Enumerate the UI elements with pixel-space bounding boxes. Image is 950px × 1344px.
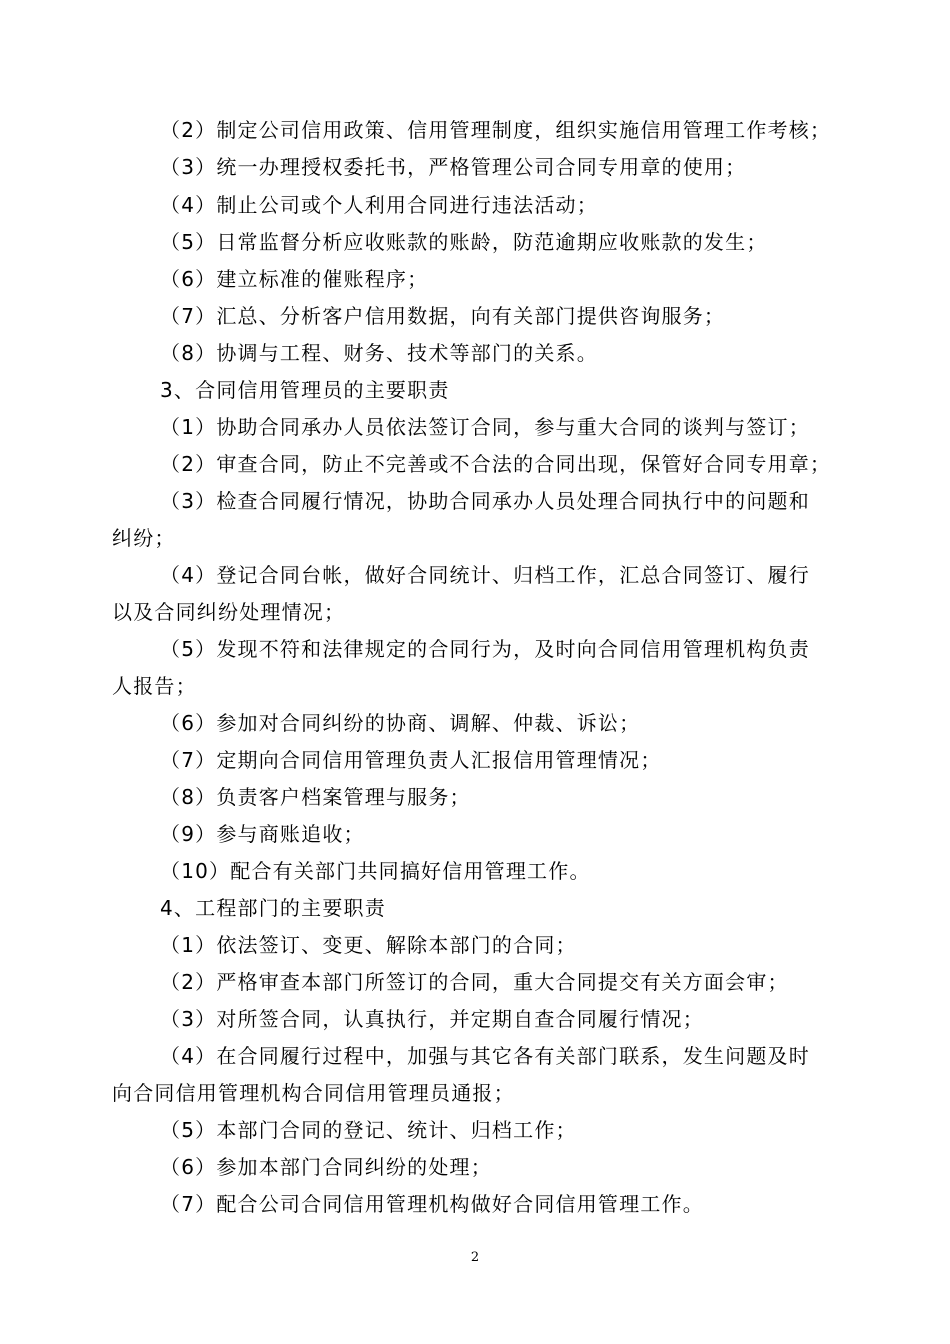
paragraph-line: （7）定期向合同信用管理负责人汇报信用管理情况； [160,748,662,772]
paragraph-line: 纠纷； [112,526,176,550]
page-number: 2 [470,1250,480,1265]
paragraph-line: （2）严格审查本部门所签订的合同，重大合同提交有关方面会审； [160,970,789,994]
paragraph-line: （5）发现不符和法律规定的合同行为，及时向合同信用管理机构负责 [160,637,810,661]
paragraph-line: 人报告； [112,674,197,698]
paragraph-line: 向合同信用管理机构合同信用管理员通报； [112,1081,515,1105]
paragraph-line: （7）汇总、分析客户信用数据，向有关部门提供咨询服务； [160,304,726,328]
paragraph-line: （8）协调与工程、财务、技术等部门的关系。 [160,341,598,365]
paragraph-line: （10）配合有关部门共同搞好信用管理工作。 [160,859,591,883]
section-heading: 4、工程部门的主要职责 [160,896,386,920]
section-heading: 3、合同信用管理员的主要职责 [160,378,450,402]
paragraph-line: 以及合同纠纷处理情况； [112,600,346,624]
paragraph-line: （5）本部门合同的登记、统计、归档工作； [160,1118,577,1142]
paragraph-line: （4）在合同履行过程中，加强与其它各有关部门联系，发生问题及时 [160,1044,810,1068]
paragraph-line: （4）登记合同台帐，做好合同统计、归档工作，汇总合同签订、履行 [160,563,810,587]
paragraph-line: （2）制定公司信用政策、信用管理制度，组织实施信用管理工作考核； [160,118,832,142]
paragraph-line: （3）统一办理授权委托书，严格管理公司合同专用章的使用； [160,155,747,179]
paragraph-line: （1）依法签订、变更、解除本部门的合同； [160,933,577,957]
paragraph-line: （3）对所签合同，认真执行，并定期自查合同履行情况； [160,1007,704,1031]
paragraph-line: （6）参加对合同纠纷的协商、调解、仲裁、诉讼； [160,711,641,735]
paragraph-line: （1）协助合同承办人员依法签订合同，参与重大合同的谈判与签订； [160,415,810,439]
paragraph-line: （6）建立标准的催账程序； [160,267,429,291]
paragraph-line: （4）制止公司或个人利用合同进行违法活动； [160,193,598,217]
paragraph-line: （9）参与商账追收； [160,822,365,846]
paragraph-line: （3）检查合同履行情况，协助合同承办人员处理合同执行中的问题和 [160,489,810,513]
paragraph-line: （7）配合公司合同信用管理机构做好合同信用管理工作。 [160,1192,704,1216]
paragraph-line: （2）审查合同，防止不完善或不合法的合同出现，保管好合同专用章； [160,452,832,476]
paragraph-line: （8）负责客户档案管理与服务； [160,785,471,809]
paragraph-line: （6）参加本部门合同纠纷的处理； [160,1155,492,1179]
paragraph-line: （5）日常监督分析应收账款的账龄，防范逾期应收账款的发生； [160,230,768,254]
